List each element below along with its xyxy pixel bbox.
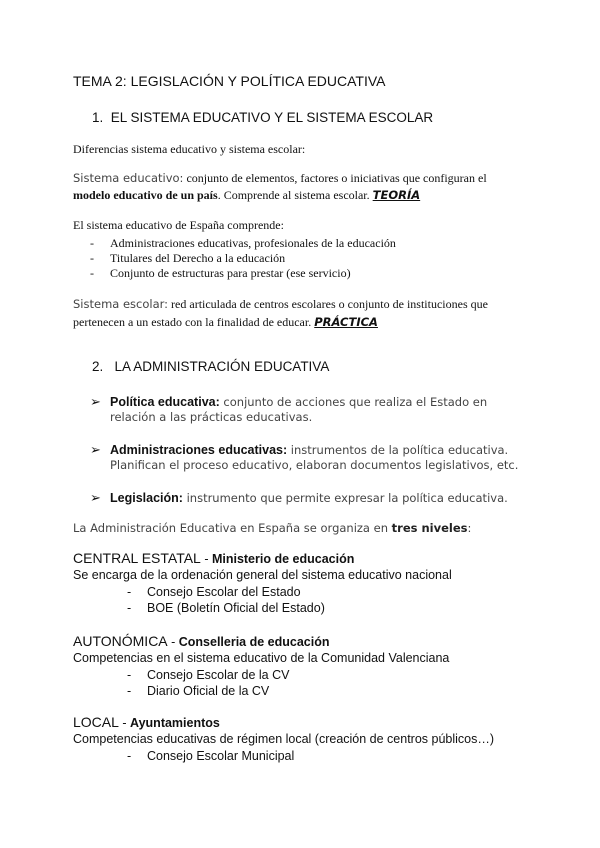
level-description: Se encarga de la ordenación general del sistema educativo nacional <box>73 568 452 582</box>
list-item: - Administraciones educativas, profesionales de la educación <box>90 236 396 250</box>
definition-text: conjunto de elementos, factores o iniciativas que configuran el <box>183 171 487 185</box>
dash-bullet: - <box>90 266 94 280</box>
level-item: - Consejo Escolar de la CV <box>127 668 290 682</box>
arrow-item-legislacion: ➢ Legislación: instrumento que permite expresar la política educativa. <box>90 491 508 506</box>
definition-sistema-escolar-line2 <box>73 315 378 330</box>
level-body: Ayuntamientos <box>130 716 220 730</box>
section-1-heading <box>92 110 433 125</box>
section-1-number: 1. <box>92 110 104 125</box>
level-item: - BOE (Boletín Oficial del Estado) <box>127 601 325 615</box>
list-item: - Conjunto de estructuras para prestar (ese servicio) <box>90 266 351 280</box>
level-description: Competencias educativas de régimen local (creación de centros públicos…) <box>73 732 495 746</box>
arrow-item-continuation: Planifican el proceso educativo, elaboran documentos legislativos, etc. <box>110 458 519 472</box>
section-1-title: EL SISTEMA EDUCATIVO Y EL SISTEMA ESCOLAR <box>110 110 434 125</box>
term-sistema-educativo: Sistema educativo: <box>73 171 184 185</box>
page-title: TEMA 2: LEGISLACIÓN Y POLÍTICA EDUCATIVA <box>73 73 386 89</box>
dash-bullet: - <box>127 684 132 698</box>
term-politica-educativa: Política educativa: <box>110 395 220 409</box>
level-name: CENTRAL ESTATAL <box>73 550 201 566</box>
level-name: LOCAL <box>73 714 119 730</box>
levels-intro: La Administración Educativa en España se organiza en tres niveles: <box>73 521 472 535</box>
dash-bullet: - <box>127 668 132 682</box>
section-2-title: LA ADMINISTRACIÓN EDUCATIVA <box>114 359 330 374</box>
dash-bullet: - <box>90 251 94 265</box>
term-administraciones-educativas: Administraciones educativas: <box>110 443 288 457</box>
definition-text: pertenecen a un estado con la finalidad de educar. <box>73 315 315 329</box>
bold-modelo-educativo: modelo educativo de un país <box>73 188 218 202</box>
level-item: - Diario Oficial de la CV <box>127 684 270 698</box>
arrow-bullet-icon: ➢ <box>90 395 101 410</box>
arrow-item-continuation: relación a las prácticas educativas. <box>110 410 313 424</box>
dash-bullet: - <box>127 749 132 763</box>
arrow-item-administraciones: ➢ Administraciones educativas: instrumentos de la política educativa. <box>90 443 509 458</box>
section-2-number: 2. <box>92 359 104 374</box>
list-item: - Titulares del Derecho a la educación <box>90 251 286 265</box>
level-item: - Consejo Escolar Municipal <box>127 749 295 763</box>
level-name: AUTONÓMICA <box>73 633 168 649</box>
level-description: Competencias en el sistema educativo de la Comunidad Valenciana <box>73 651 450 665</box>
level-autonomica-heading: AUTONÓMICA - Conselleria de educación <box>73 633 330 649</box>
tag-teoria: TEORÍA <box>372 188 421 202</box>
level-central-heading: CENTRAL ESTATAL - Ministerio de educación <box>73 550 355 566</box>
level-body: Ministerio de educación <box>211 552 355 566</box>
arrow-bullet-icon: ➢ <box>90 491 101 506</box>
list-intro: El sistema educativo de España comprende: <box>73 218 284 232</box>
term-legislacion: Legislación: <box>110 491 183 505</box>
definition-sistema-escolar-line1 <box>73 297 488 312</box>
dash-bullet: - <box>90 236 94 250</box>
dash-bullet: - <box>127 585 132 599</box>
level-local-heading: LOCAL - Ayuntamientos <box>73 714 220 730</box>
definition-text: red articulada de centros escolares o conjunto de instituciones que <box>168 297 488 311</box>
arrow-bullet-icon: ➢ <box>90 443 101 458</box>
definition-text: . Comprende al sistema escolar. <box>217 188 373 202</box>
dash-bullet: - <box>127 601 132 615</box>
section-1-intro: Diferencias sistema educativo y sistema escolar: <box>73 142 306 156</box>
definition-sistema-educativo-line1 <box>73 171 487 186</box>
section-2-heading <box>92 359 329 374</box>
term-sistema-escolar: Sistema escolar: <box>73 297 169 311</box>
level-body: Conselleria de educación <box>178 635 330 649</box>
tag-practica: PRÁCTICA <box>314 315 378 329</box>
bold-tres-niveles: tres niveles <box>391 521 468 535</box>
level-item: - Consejo Escolar del Estado <box>127 585 301 599</box>
definition-sistema-educativo-line2 <box>73 188 420 203</box>
arrow-item-politica: ➢ Política educativa: conjunto de acciones que realiza el Estado en <box>90 395 488 410</box>
